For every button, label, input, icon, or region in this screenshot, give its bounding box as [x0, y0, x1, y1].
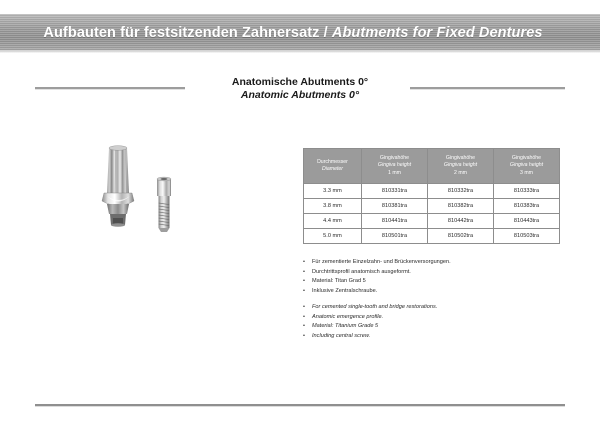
list-item [303, 258, 553, 268]
cell-article-number: 810441tra [362, 214, 428, 229]
cell-article-number: 810333tra [494, 184, 560, 199]
header-label-de: Gingivahöhe [379, 154, 410, 161]
cell-article-number: 810382tra [428, 199, 494, 214]
table-header-diameter [304, 149, 362, 184]
cell-article-number: 810501tra [362, 229, 428, 244]
cell-article-number: 810503tra [494, 229, 560, 244]
list-item [303, 322, 553, 332]
list-item-label: Material: Titanium Grade 5 [312, 323, 379, 330]
bullet-icon: • [303, 268, 305, 275]
table-header-gingiva-height-2mm [428, 149, 494, 184]
page-title-de: Anatomische Abutments 0° [231, 76, 369, 88]
bullet-icon: • [303, 259, 305, 265]
list-item-label: Material: Titan Grad 5 [312, 278, 366, 285]
bullet-icon: • [303, 287, 305, 294]
header-label-en: Gingiva height [509, 162, 544, 169]
list-item-label: Für zementierte Einzelzahn- und Brückenversorgungen. [312, 259, 451, 265]
header-label-unit: 1 mm [388, 169, 401, 176]
header-label-de: Gingivahöhe [511, 154, 542, 161]
product-photo [88, 138, 193, 243]
table-row [304, 214, 560, 229]
cell-article-number: 810331tra [362, 184, 428, 199]
page-title-en: Anatomic Abutments 0° [240, 89, 360, 101]
list-item-label: Durchtrittsprofil anatomisch ausgeformt. [312, 268, 411, 275]
page-banner [0, 14, 600, 53]
list-item-label: Including central screw. [312, 332, 371, 339]
header-label-de: Durchmesser [317, 158, 348, 165]
list-item [303, 287, 553, 297]
cell-article-number: 810383tra [494, 199, 560, 214]
list-item-label: Inklusive Zentralschraube. [312, 287, 378, 294]
feature-list-de [303, 258, 553, 296]
cell-diameter: 3.8 mm [304, 199, 362, 214]
list-item-label: For cemented single-tooth and bridge restorations. [312, 304, 438, 310]
table-header-row [304, 149, 560, 184]
banner-title-de: Aufbauten für festsitzenden Zahnersatz [43, 25, 320, 42]
bullet-icon: • [303, 304, 305, 310]
list-item [303, 303, 553, 313]
footer-rule [35, 404, 565, 407]
header-label-en: Gingiva height [377, 162, 412, 169]
banner-title [43, 26, 542, 41]
central-screw [157, 177, 171, 232]
cell-article-number: 810502tra [428, 229, 494, 244]
header-label-de: Gingivahöhe [445, 154, 476, 161]
list-item [303, 313, 553, 323]
list-item [303, 268, 553, 278]
bullet-icon: • [303, 332, 305, 339]
banner-title-separator: / [319, 25, 332, 42]
table-row [304, 229, 560, 244]
specification-table [303, 148, 560, 244]
list-item [303, 277, 553, 287]
page-title [0, 76, 600, 102]
bullet-icon: • [303, 313, 305, 320]
titanium-abutment [102, 146, 134, 227]
cell-diameter: 3.3 mm [304, 184, 362, 199]
table-row [304, 199, 560, 214]
cell-article-number: 810443tra [494, 214, 560, 229]
table-row [304, 184, 560, 199]
cell-article-number: 810381tra [362, 199, 428, 214]
banner-title-en: Abutments for Fixed Dentures [331, 25, 543, 42]
header-label-en: Diameter [321, 166, 344, 172]
bullet-icon: • [303, 323, 305, 330]
cell-diameter: 5.0 mm [304, 229, 362, 244]
cell-diameter: 4.4 mm [304, 214, 362, 229]
header-label-unit: 3 mm [520, 169, 533, 176]
bullet-icon: • [303, 278, 305, 285]
list-item-label: Anatomic emergence profile. [312, 313, 384, 320]
table-header-gingiva-height-3mm [494, 149, 560, 184]
table-header-gingiva-height-1mm [362, 149, 428, 184]
cell-article-number: 810442tra [428, 214, 494, 229]
cell-article-number: 810332tra [428, 184, 494, 199]
feature-list-en [303, 303, 553, 341]
header-label-en: Gingiva height [443, 162, 478, 169]
header-label-unit: 2 mm [454, 169, 467, 176]
list-item [303, 332, 553, 342]
